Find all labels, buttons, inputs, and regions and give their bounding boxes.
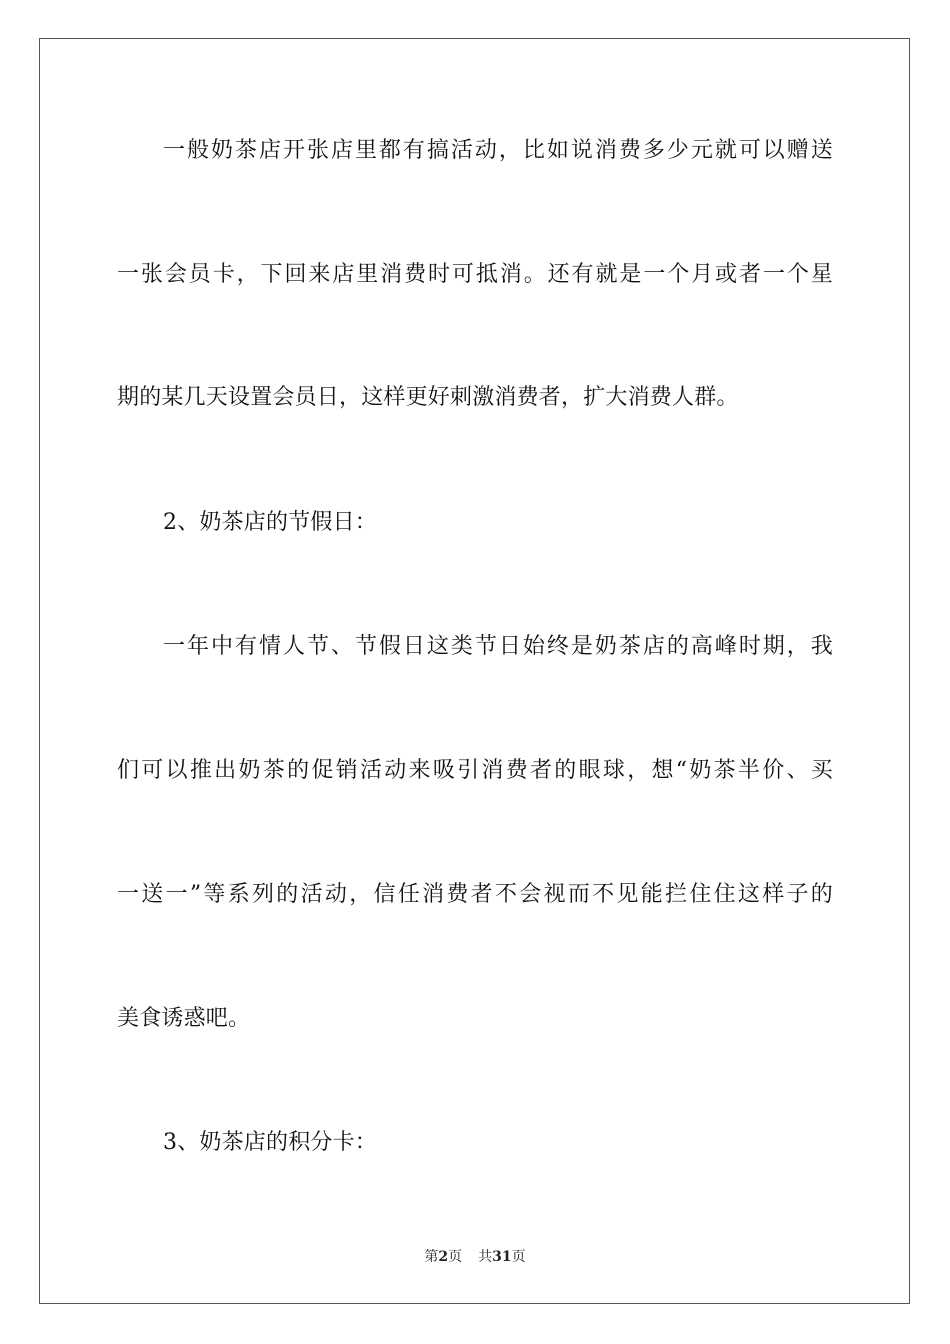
paragraph-1-line-2: 一张会员卡，下回来店里消费时可抵消。还有就是一个月或者一个星 [117,262,833,287]
section-heading-3: 3、奶茶店的积分卡： [163,1130,377,1155]
paragraph-1-line-3: 期的某几天设置会员日，这样更好刺激消费者，扩大消费人群。 [117,385,739,410]
paragraph-2-line-2: 们可以推出奶茶的促销活动来吸引消费者的眼球，想“奶茶半价、买 [117,758,833,783]
paragraph-1-line-1: 一般奶茶店开张店里都有搞活动，比如说消费多少元就可以赠送 [163,138,833,163]
paragraph-2-line-4: 美食诱惑吧。 [117,1006,251,1031]
total-prefix: 共 [478,1249,493,1265]
paragraph-2-line-1: 一年中有情人节、节假日这类节日始终是奶茶店的高峰时期，我 [163,634,833,659]
total-suffix: 页 [511,1249,526,1265]
page-border [39,38,910,1304]
page-prefix: 第 [424,1249,439,1265]
page-footer [0,1248,950,1266]
paragraph-2-line-3: 一送一”等系列的活动，信任消费者不会视而不见能拦住住这样子的 [117,882,833,907]
section-heading-2: 2、奶茶店的节假日： [163,510,377,535]
page-suffix: 页 [448,1249,463,1265]
page-number: 2 [438,1249,449,1265]
total-pages: 31 [492,1249,512,1265]
